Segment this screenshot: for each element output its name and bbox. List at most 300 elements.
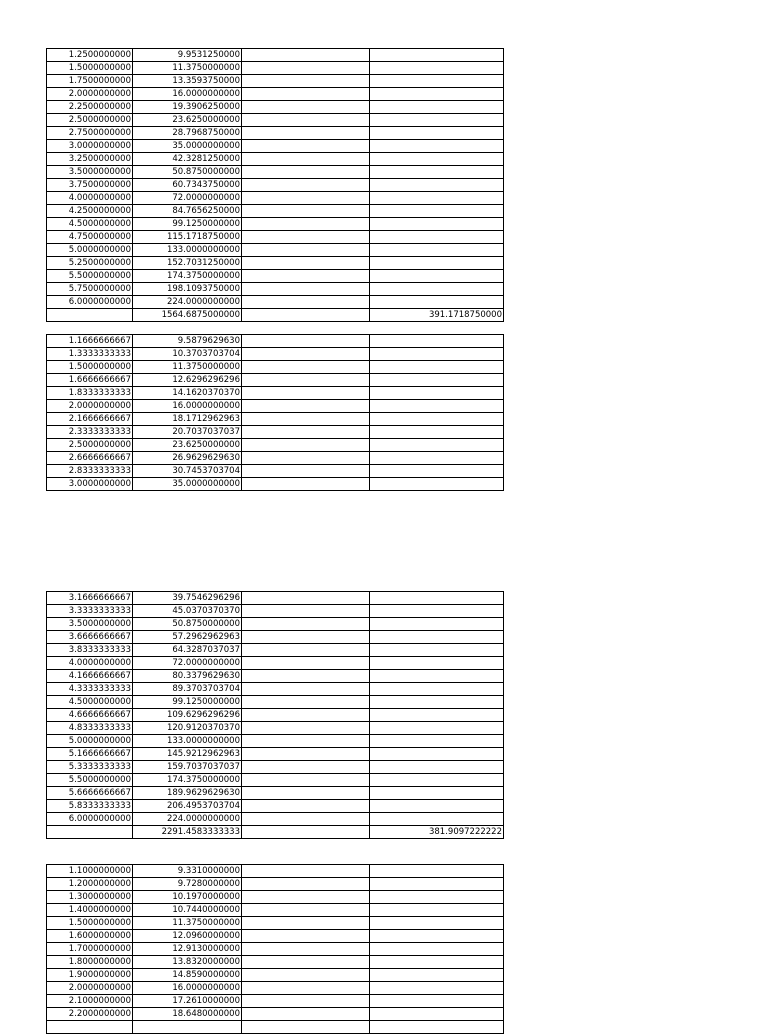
table-cell[interactable]: 1564.6875000000	[133, 309, 242, 322]
table-row	[47, 592, 504, 605]
table-row	[47, 296, 504, 309]
data-table-4	[46, 864, 504, 1034]
table-cell[interactable]: 89.3703703704	[133, 683, 242, 696]
table-cell[interactable]: 9.9531250000	[133, 49, 242, 62]
table-cell[interactable]: 10.7440000000	[133, 904, 242, 917]
table-cell[interactable]	[242, 995, 370, 1008]
table-cell[interactable]	[370, 218, 504, 231]
table-cell[interactable]: 4.6666666667	[47, 709, 133, 722]
table-cell[interactable]	[242, 761, 370, 774]
table-row	[47, 787, 504, 800]
table-cell[interactable]: 13.3593750000	[133, 75, 242, 88]
table-cell[interactable]	[47, 1021, 133, 1034]
table-row	[47, 956, 504, 969]
table-cell[interactable]: 2.3333333333	[47, 426, 133, 439]
table-cell[interactable]: 23.6250000000	[133, 439, 242, 452]
table-cell[interactable]	[370, 696, 504, 709]
table-row	[47, 722, 504, 735]
table-cell[interactable]: 10.3703703704	[133, 348, 242, 361]
table-cell[interactable]: 4.0000000000	[47, 192, 133, 205]
table-cell[interactable]	[242, 387, 370, 400]
table-cell[interactable]: 2.5000000000	[47, 439, 133, 452]
table-cell[interactable]	[370, 179, 504, 192]
table-cell[interactable]	[242, 735, 370, 748]
table-cell[interactable]: 3.6666666667	[47, 631, 133, 644]
table-cell[interactable]	[370, 257, 504, 270]
table-cell[interactable]: 3.0000000000	[47, 478, 133, 491]
table-row	[47, 465, 504, 478]
table-cell[interactable]	[242, 218, 370, 231]
table-cell[interactable]: 224.0000000000	[133, 296, 242, 309]
table-cell[interactable]: 5.8333333333	[47, 800, 133, 813]
table-cell[interactable]: 10.1970000000	[133, 891, 242, 904]
table-cell[interactable]	[370, 127, 504, 140]
table-cell[interactable]: 2.0000000000	[47, 400, 133, 413]
table-cell[interactable]	[242, 943, 370, 956]
table-cell[interactable]: 206.4953703704	[133, 800, 242, 813]
table-cell[interactable]: 4.5000000000	[47, 696, 133, 709]
table-cell[interactable]	[370, 88, 504, 101]
table-cell[interactable]: 18.6480000000	[133, 1008, 242, 1021]
table-cell[interactable]: 20.7037037037	[133, 426, 242, 439]
table-cell[interactable]	[370, 335, 504, 348]
data-table-1	[46, 48, 504, 322]
table-cell[interactable]: 381.9097222222	[370, 826, 504, 839]
table-cell[interactable]	[370, 192, 504, 205]
table-cell[interactable]	[370, 283, 504, 296]
table-cell[interactable]: 9.5879629630	[133, 335, 242, 348]
table-cell[interactable]	[242, 75, 370, 88]
table-cell[interactable]	[370, 231, 504, 244]
table-cell[interactable]	[242, 478, 370, 491]
table-cell[interactable]: 1.1000000000	[47, 865, 133, 878]
table-cell[interactable]	[242, 335, 370, 348]
table-cell[interactable]: 152.7031250000	[133, 257, 242, 270]
table-cell[interactable]	[242, 1008, 370, 1021]
table-cell[interactable]	[242, 709, 370, 722]
table-cell[interactable]: 1.7500000000	[47, 75, 133, 88]
table-cell[interactable]	[370, 618, 504, 631]
table-cell[interactable]	[370, 452, 504, 465]
table-cell[interactable]	[370, 969, 504, 982]
table-cell[interactable]: 1.3000000000	[47, 891, 133, 904]
table-cell[interactable]: 2.0000000000	[47, 982, 133, 995]
table-row	[47, 387, 504, 400]
table-cell[interactable]: 64.3287037037	[133, 644, 242, 657]
table-cell[interactable]: 39.7546296296	[133, 592, 242, 605]
table-cell[interactable]	[242, 800, 370, 813]
table-row	[47, 995, 504, 1008]
table-cell[interactable]	[242, 62, 370, 75]
table-cell[interactable]	[370, 774, 504, 787]
table-row	[47, 917, 504, 930]
table-cell[interactable]	[370, 891, 504, 904]
table-row	[47, 335, 504, 348]
table-cell[interactable]: 3.3333333333	[47, 605, 133, 618]
table-cell[interactable]	[242, 631, 370, 644]
table-cell[interactable]: 11.3750000000	[133, 917, 242, 930]
table-cell[interactable]: 4.1666666667	[47, 670, 133, 683]
table-cell[interactable]	[242, 192, 370, 205]
table-cell[interactable]	[242, 657, 370, 670]
table-cell[interactable]	[242, 127, 370, 140]
table-cell[interactable]	[370, 787, 504, 800]
table-cell[interactable]: 4.3333333333	[47, 683, 133, 696]
table-cell[interactable]	[242, 257, 370, 270]
table-cell[interactable]	[242, 683, 370, 696]
table-cell[interactable]	[370, 865, 504, 878]
table-cell[interactable]: 224.0000000000	[133, 813, 242, 826]
table-cell[interactable]: 4.8333333333	[47, 722, 133, 735]
table-cell[interactable]	[242, 813, 370, 826]
table-cell[interactable]	[47, 309, 133, 322]
table-cell[interactable]	[242, 787, 370, 800]
table-cell[interactable]	[370, 735, 504, 748]
table-cell[interactable]: 391.1718750000	[370, 309, 504, 322]
table-cell[interactable]	[242, 205, 370, 218]
table-cell[interactable]	[370, 644, 504, 657]
table-cell[interactable]	[370, 631, 504, 644]
table-cell[interactable]: 35.0000000000	[133, 140, 242, 153]
table-cell[interactable]: 3.0000000000	[47, 140, 133, 153]
table-cell[interactable]: 50.8750000000	[133, 166, 242, 179]
table-row	[47, 413, 504, 426]
table-cell[interactable]: 2.7500000000	[47, 127, 133, 140]
table-cell[interactable]: 9.3310000000	[133, 865, 242, 878]
table-cell[interactable]: 1.7000000000	[47, 943, 133, 956]
table-cell[interactable]: 145.9212962963	[133, 748, 242, 761]
table-cell[interactable]	[242, 283, 370, 296]
table-cell[interactable]	[242, 865, 370, 878]
table-cell[interactable]: 42.3281250000	[133, 153, 242, 166]
table-cell[interactable]	[242, 956, 370, 969]
table-cell[interactable]: 14.8590000000	[133, 969, 242, 982]
table-cell[interactable]: 14.1620370370	[133, 387, 242, 400]
table-cell[interactable]: 2.8333333333	[47, 465, 133, 478]
table-row	[47, 49, 504, 62]
table-cell[interactable]	[370, 114, 504, 127]
table-cell[interactable]	[242, 309, 370, 322]
table-cell[interactable]: 120.9120370370	[133, 722, 242, 735]
table-cell[interactable]	[370, 904, 504, 917]
table-cell[interactable]: 6.0000000000	[47, 813, 133, 826]
table-cell[interactable]	[242, 426, 370, 439]
table-cell[interactable]: 1.4000000000	[47, 904, 133, 917]
table-cell[interactable]	[370, 1008, 504, 1021]
table-row	[47, 348, 504, 361]
table-cell[interactable]	[242, 231, 370, 244]
table-cell[interactable]	[242, 439, 370, 452]
table-cell[interactable]: 12.9130000000	[133, 943, 242, 956]
table-cell[interactable]: 109.6296296296	[133, 709, 242, 722]
table-cell[interactable]: 1.5000000000	[47, 361, 133, 374]
table-cell[interactable]	[370, 439, 504, 452]
table-cell[interactable]: 84.7656250000	[133, 205, 242, 218]
table-cell[interactable]: 2.5000000000	[47, 114, 133, 127]
table-cell[interactable]: 1.1666666667	[47, 335, 133, 348]
table-cell[interactable]	[242, 361, 370, 374]
table-cell[interactable]	[370, 348, 504, 361]
table-cell[interactable]	[242, 465, 370, 478]
table-cell[interactable]: 9.7280000000	[133, 878, 242, 891]
table-cell[interactable]: 72.0000000000	[133, 192, 242, 205]
table-cell[interactable]: 35.0000000000	[133, 478, 242, 491]
table-cell[interactable]	[242, 644, 370, 657]
table-cell[interactable]	[370, 748, 504, 761]
table-cell[interactable]: 80.3379629630	[133, 670, 242, 683]
table-cell[interactable]	[370, 956, 504, 969]
table-cell[interactable]	[242, 618, 370, 631]
table-cell[interactable]	[47, 826, 133, 839]
table-cell[interactable]	[242, 917, 370, 930]
table-cell[interactable]	[370, 49, 504, 62]
table-row	[47, 179, 504, 192]
table-cell[interactable]: 3.7500000000	[47, 179, 133, 192]
table-cell[interactable]	[370, 943, 504, 956]
table-cell[interactable]	[242, 969, 370, 982]
table-cell[interactable]	[242, 1021, 370, 1034]
table-cell[interactable]: 115.1718750000	[133, 231, 242, 244]
table-row	[47, 192, 504, 205]
table-cell[interactable]: 174.3750000000	[133, 774, 242, 787]
table-cell[interactable]: 16.0000000000	[133, 400, 242, 413]
table-cell[interactable]	[370, 166, 504, 179]
table-cell[interactable]: 3.2500000000	[47, 153, 133, 166]
table-cell[interactable]	[370, 761, 504, 774]
table-cell[interactable]: 133.0000000000	[133, 735, 242, 748]
table-cell[interactable]: 5.7500000000	[47, 283, 133, 296]
table-cell[interactable]: 17.2610000000	[133, 995, 242, 1008]
table-cell[interactable]	[242, 166, 370, 179]
table-row	[47, 904, 504, 917]
table-cell[interactable]: 12.6296296296	[133, 374, 242, 387]
table-cell[interactable]	[242, 826, 370, 839]
table-cell[interactable]: 30.7453703704	[133, 465, 242, 478]
table-cell[interactable]	[370, 1021, 504, 1034]
table-cell[interactable]	[370, 244, 504, 257]
table-cell[interactable]	[242, 592, 370, 605]
table-row	[47, 761, 504, 774]
table-cell[interactable]	[370, 387, 504, 400]
table-cell[interactable]	[242, 930, 370, 943]
table-cell[interactable]: 26.9629629630	[133, 452, 242, 465]
table-cell[interactable]	[370, 800, 504, 813]
table-cell[interactable]	[370, 592, 504, 605]
table-row	[47, 618, 504, 631]
table-row	[47, 75, 504, 88]
table-cell[interactable]: 1.2000000000	[47, 878, 133, 891]
table-cell[interactable]: 1.6666666667	[47, 374, 133, 387]
table-cell[interactable]: 28.7968750000	[133, 127, 242, 140]
table-cell[interactable]: 2.0000000000	[47, 88, 133, 101]
table-row	[47, 696, 504, 709]
table-cell[interactable]	[370, 917, 504, 930]
table-cell[interactable]: 2.6666666667	[47, 452, 133, 465]
table-cell[interactable]: 6.0000000000	[47, 296, 133, 309]
table-cell[interactable]	[370, 683, 504, 696]
table-cell[interactable]: 5.3333333333	[47, 761, 133, 774]
table-cell[interactable]	[370, 465, 504, 478]
table-row	[47, 657, 504, 670]
table-cell[interactable]	[370, 722, 504, 735]
table-cell[interactable]	[242, 748, 370, 761]
table-cell[interactable]: 1.6000000000	[47, 930, 133, 943]
table-row	[47, 969, 504, 982]
table-cell[interactable]	[370, 361, 504, 374]
table-cell[interactable]: 1.5000000000	[47, 62, 133, 75]
table-cell[interactable]	[370, 75, 504, 88]
table-cell[interactable]	[370, 62, 504, 75]
table-cell[interactable]: 133.0000000000	[133, 244, 242, 257]
table-cell[interactable]	[370, 101, 504, 114]
table-cell[interactable]	[242, 101, 370, 114]
table-cell[interactable]	[370, 426, 504, 439]
table-cell[interactable]	[242, 878, 370, 891]
table-cell[interactable]: 4.0000000000	[47, 657, 133, 670]
table-cell[interactable]: 11.3750000000	[133, 62, 242, 75]
table-cell[interactable]: 99.1250000000	[133, 696, 242, 709]
table-cell[interactable]: 4.5000000000	[47, 218, 133, 231]
table-cell[interactable]: 5.5000000000	[47, 270, 133, 283]
table-cell[interactable]: 2.1666666667	[47, 413, 133, 426]
table-row	[47, 62, 504, 75]
table-row	[47, 153, 504, 166]
table-cell[interactable]: 3.5000000000	[47, 166, 133, 179]
table-cell[interactable]	[370, 205, 504, 218]
table-cell[interactable]	[242, 400, 370, 413]
table-cell[interactable]	[370, 478, 504, 491]
table-cell[interactable]: 19.3906250000	[133, 101, 242, 114]
table-cell[interactable]: 174.3750000000	[133, 270, 242, 283]
table-row	[47, 644, 504, 657]
table-cell[interactable]	[370, 605, 504, 618]
table-cell[interactable]	[370, 270, 504, 283]
table-cell[interactable]: 50.8750000000	[133, 618, 242, 631]
table-cell[interactable]	[370, 374, 504, 387]
table-cell[interactable]	[242, 179, 370, 192]
table-cell[interactable]: 4.7500000000	[47, 231, 133, 244]
table-cell[interactable]	[242, 904, 370, 917]
table-cell[interactable]: 5.0000000000	[47, 244, 133, 257]
table-row	[47, 114, 504, 127]
table-cell[interactable]	[242, 270, 370, 283]
table-cell[interactable]	[242, 982, 370, 995]
table-row	[47, 774, 504, 787]
table-cell[interactable]	[242, 722, 370, 735]
table-cell[interactable]	[370, 657, 504, 670]
table-cell[interactable]: 72.0000000000	[133, 657, 242, 670]
table-cell[interactable]: 5.1666666667	[47, 748, 133, 761]
table-cell[interactable]: 16.0000000000	[133, 982, 242, 995]
table-cell[interactable]: 1.8333333333	[47, 387, 133, 400]
table-cell[interactable]	[242, 88, 370, 101]
table-cell[interactable]: 13.8320000000	[133, 956, 242, 969]
table-cell[interactable]: 11.3750000000	[133, 361, 242, 374]
table-row	[47, 101, 504, 114]
table-row	[47, 270, 504, 283]
table-cell[interactable]: 1.2500000000	[47, 49, 133, 62]
table-cell[interactable]	[370, 995, 504, 1008]
table-cell[interactable]: 5.2500000000	[47, 257, 133, 270]
table-row	[47, 309, 504, 322]
table-cell[interactable]	[242, 153, 370, 166]
table-cell[interactable]: 5.6666666667	[47, 787, 133, 800]
table-cell[interactable]	[242, 891, 370, 904]
table-cell[interactable]: 4.2500000000	[47, 205, 133, 218]
table-cell[interactable]: 45.0370370370	[133, 605, 242, 618]
table-row	[47, 748, 504, 761]
table-cell[interactable]	[370, 670, 504, 683]
table-cell[interactable]: 5.5000000000	[47, 774, 133, 787]
table-cell[interactable]: 16.0000000000	[133, 88, 242, 101]
table-cell[interactable]	[370, 930, 504, 943]
table-cell[interactable]: 1.5000000000	[47, 917, 133, 930]
table-cell[interactable]: 2291.4583333333	[133, 826, 242, 839]
table-cell[interactable]: 159.7037037037	[133, 761, 242, 774]
table-cell[interactable]	[242, 413, 370, 426]
table-row	[47, 709, 504, 722]
table-cell[interactable]	[242, 670, 370, 683]
table-cell[interactable]: 2.1000000000	[47, 995, 133, 1008]
table-cell[interactable]: 198.1093750000	[133, 283, 242, 296]
table-row	[47, 257, 504, 270]
table-cell[interactable]	[370, 982, 504, 995]
table-cell[interactable]	[242, 605, 370, 618]
table-cell[interactable]	[370, 878, 504, 891]
table-cell[interactable]	[242, 114, 370, 127]
table-cell[interactable]	[370, 400, 504, 413]
table-cell[interactable]	[242, 296, 370, 309]
table-cell[interactable]	[242, 374, 370, 387]
table-cell[interactable]: 3.1666666667	[47, 592, 133, 605]
table-cell[interactable]: 57.2962962963	[133, 631, 242, 644]
table-cell[interactable]: 2.2000000000	[47, 1008, 133, 1021]
table-cell[interactable]	[370, 813, 504, 826]
table-cell[interactable]: 189.9629629630	[133, 787, 242, 800]
table-cell[interactable]	[242, 774, 370, 787]
table-cell[interactable]	[370, 153, 504, 166]
table-row	[47, 800, 504, 813]
table-cell[interactable]: 3.8333333333	[47, 644, 133, 657]
table-cell[interactable]: 99.1250000000	[133, 218, 242, 231]
table-cell[interactable]	[242, 452, 370, 465]
data-table-2	[46, 334, 504, 491]
table-cell[interactable]: 18.1712962963	[133, 413, 242, 426]
table-cell[interactable]: 1.9000000000	[47, 969, 133, 982]
table-cell[interactable]	[370, 296, 504, 309]
table-cell[interactable]	[242, 696, 370, 709]
table-cell[interactable]	[242, 348, 370, 361]
table-cell[interactable]	[370, 709, 504, 722]
table-row	[47, 218, 504, 231]
table-cell[interactable]: 5.0000000000	[47, 735, 133, 748]
table-cell[interactable]	[242, 244, 370, 257]
table-row	[47, 865, 504, 878]
table-cell[interactable]	[242, 140, 370, 153]
table-row	[47, 683, 504, 696]
table-cell[interactable]: 2.2500000000	[47, 101, 133, 114]
table-cell[interactable]: 12.0960000000	[133, 930, 242, 943]
table-cell[interactable]: 60.7343750000	[133, 179, 242, 192]
table-cell[interactable]	[370, 413, 504, 426]
table-cell[interactable]	[370, 140, 504, 153]
table-cell[interactable]: 1.3333333333	[47, 348, 133, 361]
table-cell[interactable]: 23.6250000000	[133, 114, 242, 127]
table-cell[interactable]: 3.5000000000	[47, 618, 133, 631]
table-cell[interactable]	[242, 49, 370, 62]
table-cell[interactable]: 1.8000000000	[47, 956, 133, 969]
table-cell[interactable]	[133, 1021, 242, 1034]
